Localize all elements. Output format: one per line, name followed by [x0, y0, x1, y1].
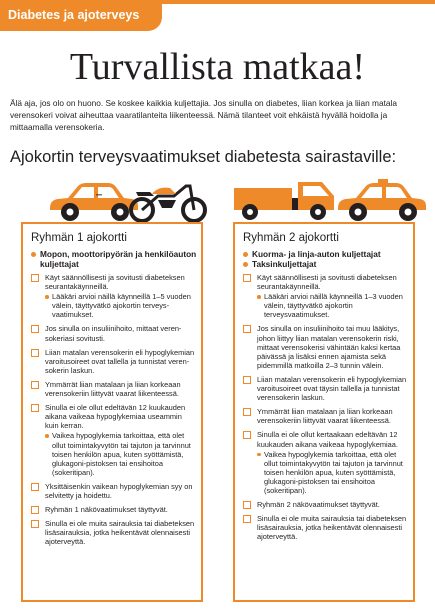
checkbox-icon [31, 325, 39, 333]
requirement-note: Vaikea hypoglykemia tarkoittaa, että olet ollut toimintakyvytön tai tajuton ja tarvinnut toisen henkilön apua, kuten syöttämistä, glukagoni-pistoksen tai ensihoitoa (sokeritipan). [257, 450, 407, 495]
truck-icon [234, 182, 334, 220]
group2-panel [233, 222, 415, 602]
requirement-item [243, 514, 407, 541]
requirement-item [31, 324, 195, 342]
requirement-text: Jos sinulla on insuliinihoito, mittaat veren-sokeriasi sovitusti. [45, 324, 182, 343]
checkbox-icon [31, 274, 39, 282]
header-bar [0, 0, 435, 22]
checkbox-icon [31, 506, 39, 514]
vehicle-illustrations [0, 174, 435, 222]
requirement-item [31, 273, 195, 319]
section-subtitle: Ajokortin terveysvaatimukset diabetesta sairastaville: [10, 148, 397, 166]
requirement-text: Liian matalan verensokerin eli hypoglykemian varoitusoireet ovat tallella ja tunnistat veren-sokerin laskun. [45, 347, 195, 375]
checkbox-icon [31, 404, 39, 412]
requirement-item [243, 324, 407, 369]
checkbox-icon [31, 349, 39, 357]
page-title: Turvallista matkaa! [69, 46, 366, 88]
requirement-text: Ryhmän 2 näkövaatimukset täyttyvät. [257, 500, 380, 510]
group1-panel [21, 222, 203, 602]
requirement-item [31, 519, 195, 546]
checkbox-icon [243, 431, 251, 439]
driver-category: Taksinkuljettajat [243, 259, 413, 269]
group2-title: Ryhmän 2 ajokortti [243, 232, 339, 244]
requirement-item [243, 407, 407, 425]
group1-title: Ryhmän 1 ajokortti [31, 232, 127, 244]
checkbox-icon [31, 520, 39, 528]
requirement-text: Sinulla ei ole muita sairauksia tai diabeteksen lisäsairauksia, jotka heikentävät olennaisesti ajoterveyttä. [45, 519, 195, 547]
checkbox-icon [243, 376, 251, 384]
checkbox-icon [243, 501, 251, 509]
section-tab [0, 0, 162, 31]
requirement-text: Käyt säännöllisesti ja sovitusti diabeteksen seurantakäynneillä. [45, 273, 185, 292]
requirement-item [243, 273, 407, 319]
checkbox-icon [243, 325, 251, 333]
checkbox-icon [31, 381, 39, 389]
group2-requirements [235, 273, 413, 541]
car-icon [50, 183, 138, 221]
requirement-note: Vaikea hypoglykemia tarkoittaa, että olet ollut toimintakyvytön tai tajuton ja tarvinnut toisen henkilön apua, kuten syöttämistä, glukagoni-pistoksen tai ensihoitoa (sokeritipan). [45, 431, 195, 476]
requirement-text: Käyt säännöllisesti ja sovitusti diabeteksen seurantakäynneillä. [257, 273, 397, 292]
motorcycle-icon [131, 186, 205, 221]
intro-text: Älä aja, jos olo on huono. Se koskee kaikkia kuljettajia. Jos sinulla on diabetes, liian korkea ja liian matala verensokeri voivat aiheuttaa vaaratilanteita liikenteessä. Nämä tilanteet voit ehkäistä hyvällä hoidolla ja mittaamalla verensokeria. [10, 98, 397, 133]
checkbox-icon [243, 515, 251, 523]
section-tab-label: Diabetes ja ajoterveys [8, 8, 140, 22]
requirement-text: Ymmärrät liian matalaan ja liian korkeaan verensokeriin liittyvät vaarat liikenteessä. [45, 379, 181, 399]
requirement-item [31, 505, 195, 514]
header-stripe [162, 0, 435, 4]
group2-drivers [243, 249, 413, 269]
requirement-text: Yksittäisenkin vaikean hypoglykemian syy on selvitetty ja hoidettu. [45, 481, 193, 500]
requirement-note: Lääkäri arvioi näillä käynneillä 1–3 vuoden välein, täyttyvätkö ajokortin terveysvaatimukset. [257, 292, 407, 319]
requirement-item [31, 348, 195, 375]
driver-category: Mopon, moottoripyörän ja henkilöauton kuljettajat [31, 249, 201, 269]
requirement-text: Ryhmän 1 näkövaatimukset täyttyvät. [45, 505, 168, 515]
checkbox-icon [243, 408, 251, 416]
car-icon [338, 179, 426, 221]
requirement-text: Liian matalan verensokerin eli hypoglykemian varoitusoireet ovat täysin tallella ja tunnistat verensokerin laskun. [257, 374, 407, 403]
requirement-text: Sinulla ei ole ollut edeltävän 12 kuukauden aikana vaikeaa hypoglykemiaa useammin kuin kerran. [45, 403, 186, 431]
requirement-text: Sinulla ei ole ollut kertaakaan edeltävän 12 kuukauden aikana vaikeaa hypoglykemiaa. [257, 430, 398, 449]
requirement-text: Ymmärrät liian matalaan ja liian korkeaan verensokeriin liittyvät vaarat liikenteessä. [257, 407, 393, 426]
requirement-item [31, 482, 195, 500]
group1-drivers [31, 249, 201, 269]
requirement-item [243, 500, 407, 509]
requirement-item [243, 375, 407, 402]
requirement-item [31, 403, 195, 477]
requirement-note: Lääkäri arvioi näillä käynneillä 1–5 vuoden välein, täyttyvätkö ajokortin terveys-vaatimukset. [45, 292, 195, 319]
checkbox-icon [243, 274, 251, 282]
requirement-text: Sinulla ei ole muita sairauksia tai diabeteksen lisäsairauksia, jotka heikentävät olennaisesti ajoterveyttä. [257, 514, 407, 542]
group1-requirements [23, 273, 201, 546]
requirement-item [243, 430, 407, 495]
requirement-item [31, 380, 195, 398]
requirement-text: Jos sinulla on insuliinihoito tai muu lääkitys, johon liittyy liian matalan verensokerin riski, mittaat verensokerisi vähintään kaksi kertaa päivässä ja lisäksi ennen ajamista sekä pidemmillä matkoilla 2–3 tunnin välein. [257, 324, 401, 370]
checkbox-icon [31, 483, 39, 491]
driver-category: Kuorma- ja linja-auton kuljettajat [243, 249, 413, 259]
